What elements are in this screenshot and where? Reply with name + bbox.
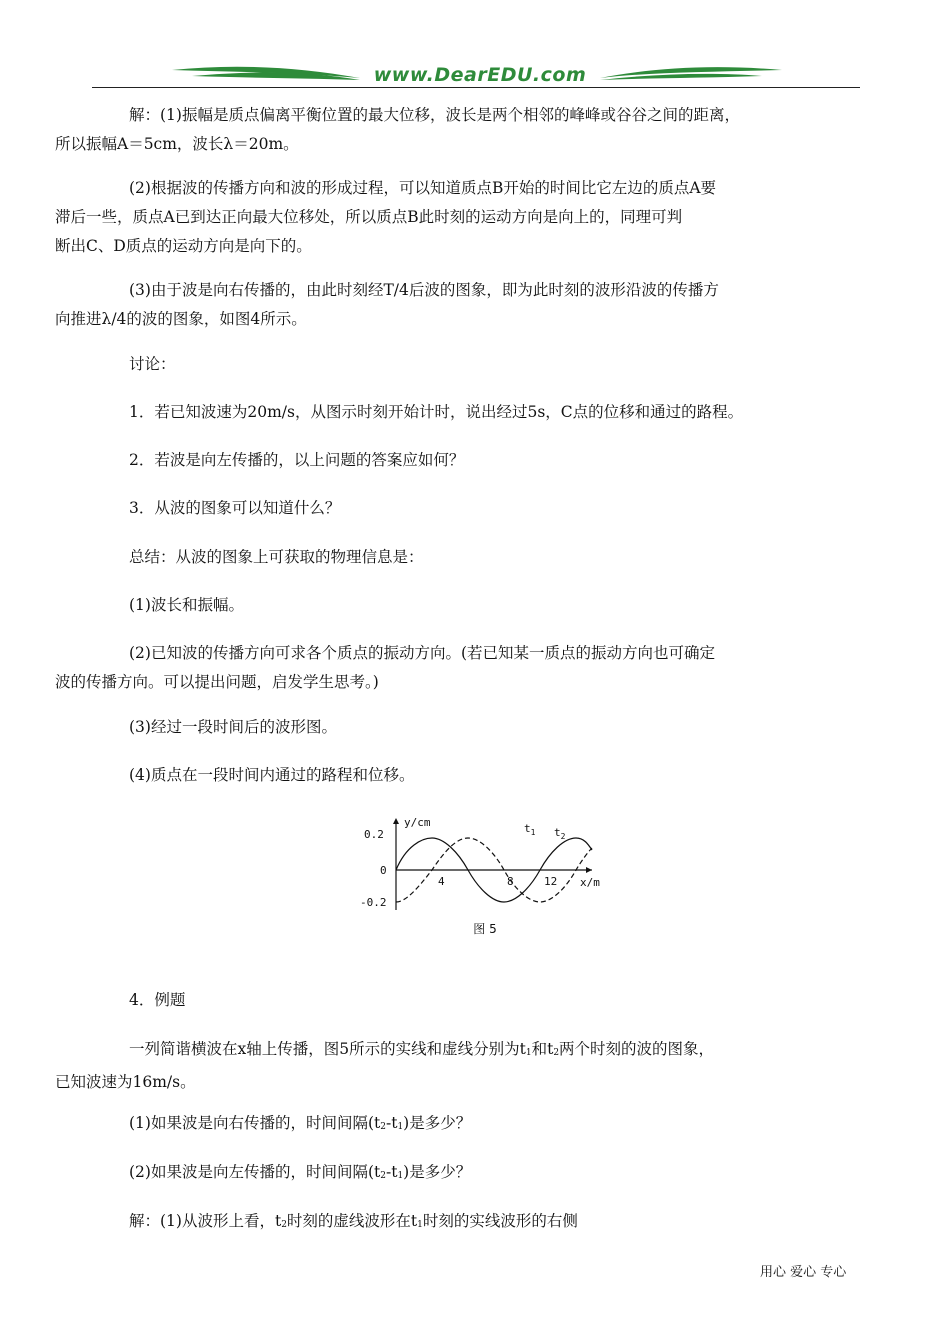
example-question-2: (2)如果波是向左传播的，时间间隔$(t_2-t_1)$是多少？ [129, 1163, 472, 1181]
x-axis-label: x/m [580, 876, 600, 889]
page-footer: 用心 爱心 专心 [760, 1265, 847, 1280]
curve-label-t2: $t_2$ [554, 826, 566, 841]
summary-item-2: (2)已知波的传播方向可求各个质点的振动方向。(若已知某一质点的振动方向也可确定 波的传播方向。可以提出问题，启发学生思考。) [55, 644, 716, 691]
header-rule [92, 87, 860, 88]
discussion-heading: 讨论： [129, 355, 176, 373]
y-tick-label: -0.2 [360, 896, 387, 909]
summary-heading: 总结：从波的图象上可获取的物理信息是： [129, 548, 424, 566]
example-heading: 4．例题 [129, 991, 186, 1009]
page-header [92, 58, 860, 98]
figure-caption: 图 5 [473, 922, 497, 936]
summary-item-3: (3)经过一段时间后的波形图。 [129, 718, 337, 736]
wave-graph [360, 812, 610, 922]
x-axis-arrow [586, 867, 592, 873]
example-answer: 解：(1)从波形上看，$t_2$时刻的虚线波形在$t_1$时刻的实线波形的右侧 [129, 1212, 578, 1230]
y-axis-label: y/cm [404, 816, 431, 829]
example-question-1: (1)如果波是向右传播的，时间间隔$(t_2-t_1)$是多少？ [129, 1114, 472, 1132]
wave-figure [360, 812, 610, 942]
y-tick-label: 0 [380, 864, 387, 877]
question-2: 2．若波是向左传播的，以上问题的答案应如何？ [129, 451, 465, 469]
curve-label-t1: $t_1$ [524, 822, 536, 837]
x-tick-label: 4 [438, 875, 445, 888]
answer-part-3: (3)由于波是向右传播的，由此时刻经T/4后波的图象，即为此时刻的波形沿波的传播方 向推进λ/4的波的图象，如图4所示。 [55, 281, 719, 328]
site-logo[interactable]: www.DearEDU.com [373, 64, 587, 86]
question-1: 1．若已知波速为20m/s，从图示时刻开始计时，说出经过5s，C点的位移和通过的路程。 [129, 403, 744, 421]
question-3: 3．从波的图象可以知道什么？ [129, 499, 341, 517]
summary-item-4: (4)质点在一段时间内通过的路程和位移。 [129, 766, 415, 784]
example-problem: 一列简谐横波在x轴上传播，图5所示的实线和虚线分别为$t_1$和$t_2$两个时刻的波的图象， 已知波速为16m/s。 [55, 1040, 715, 1091]
summary-item-1: (1)波长和振幅。 [129, 596, 244, 614]
y-axis-arrow [393, 818, 399, 824]
x-tick-label: 8 [507, 875, 514, 888]
answer-part-1: 解：(1)振幅是质点偏离平衡位置的最大位移，波长是两个相邻的峰峰或谷谷之间的距离， 所以振幅A＝5cm，波长λ＝20m。 [55, 106, 740, 153]
answer-part-2: (2)根据波的传播方向和波的形成过程，可以知道质点B开始的时间比它左边的质点A要 滞后一些，质点A已到达正向最大位移处，所以质点B此时刻的运动方向是向上的，同理可判 断出C、D质点的运动方向是向下的。 [55, 179, 717, 255]
x-tick-label: 12 [544, 875, 558, 888]
y-tick-label: 0.2 [364, 828, 384, 841]
